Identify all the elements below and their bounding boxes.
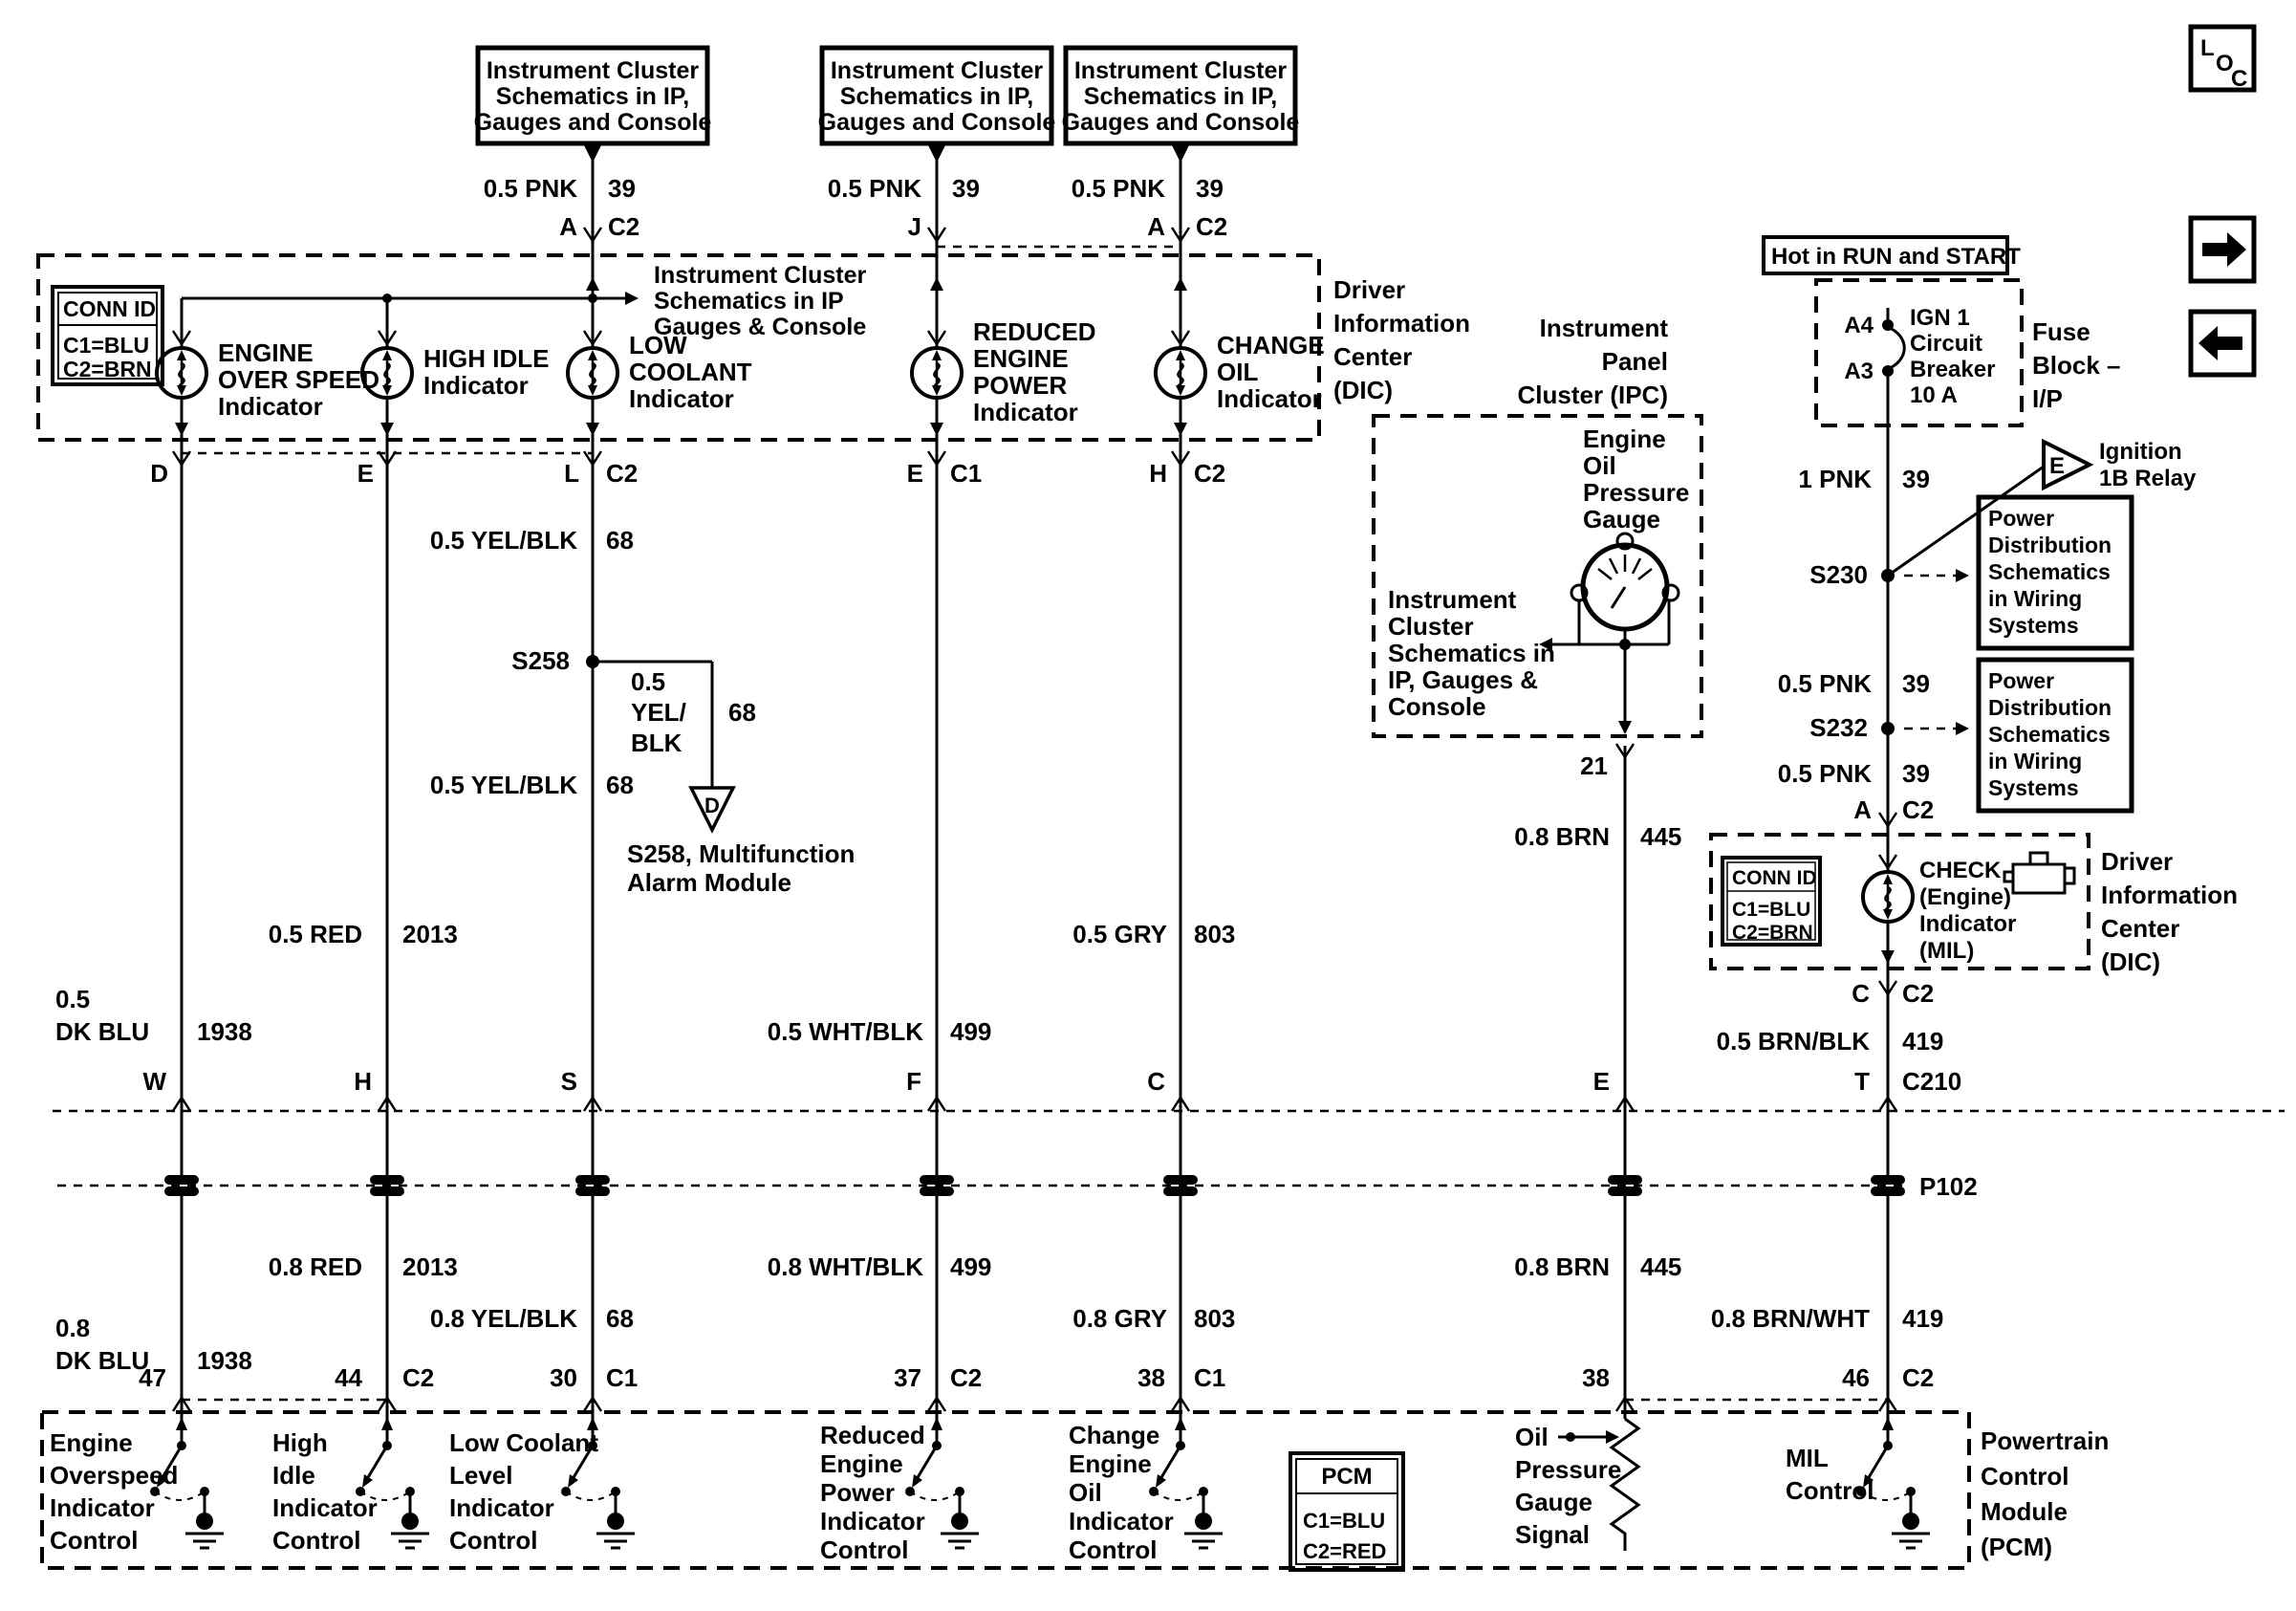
wire-circuit-label: 39 — [608, 174, 636, 203]
breaker-line: 10 A — [1910, 382, 1958, 408]
dic-output-terminals — [150, 451, 1225, 488]
pcm-control-line: Engine — [820, 1449, 903, 1478]
terminal-pin: 38 — [1582, 1363, 1610, 1392]
conn-id-box — [1722, 858, 1820, 945]
fuse-block-title-line: Fuse — [2032, 317, 2090, 346]
conn-id-box — [53, 287, 162, 384]
pcm-control-line: Oil — [1069, 1478, 1102, 1507]
wire-gauge-label: 0.5 WHT/BLK — [767, 1017, 923, 1046]
pd-box-line: Power — [1988, 506, 2055, 531]
terminal-pin: E — [1592, 1067, 1610, 1096]
arrow-right-icon — [625, 292, 639, 305]
pcm-control-line: Control — [272, 1526, 361, 1555]
pcm-title-line: Control — [1981, 1462, 2069, 1491]
wire-gauge-label: 0.5 PNK — [1071, 174, 1165, 203]
wire-gauge-label: 0.8 RED — [268, 1252, 362, 1281]
wire-circuit-label: 68 — [606, 771, 634, 799]
pcm-control-line: Engine — [50, 1428, 133, 1457]
nav-forward-button[interactable] — [2191, 218, 2254, 281]
terminal-pin: 37 — [894, 1363, 921, 1392]
pcm-control-line: Low Coolant — [449, 1428, 598, 1457]
wire-circuit-label: 445 — [1640, 1252, 1682, 1281]
top-reference-boxes — [474, 48, 1300, 163]
lamp-label: (MIL) — [1919, 938, 1975, 964]
wire-circuit-label: 1938 — [197, 1017, 252, 1046]
pcm-mil-line: MIL — [1786, 1444, 1829, 1472]
wire-gauge-label: 0.5 PNK — [827, 174, 921, 203]
breaker-line: Breaker — [1910, 357, 1996, 382]
branch-note-line: S258, Multifunction — [627, 839, 856, 868]
gauge-title-line: Pressure — [1583, 478, 1690, 507]
terminal-pin: C — [1852, 979, 1870, 1008]
pcm-title-line: Module — [1981, 1497, 2068, 1526]
splice-label: S258 — [511, 646, 570, 675]
pcm-control-line: Overspeed — [50, 1461, 179, 1490]
wire-circuit-label: 803 — [1194, 920, 1236, 948]
lamp-label: LOW — [629, 331, 687, 359]
loc-letter: C — [2231, 66, 2248, 92]
pcm-pins — [139, 1363, 1934, 1411]
ipc-note-line: Schematics in — [1388, 639, 1555, 667]
wire-gauge-label: 0.8 BRN/WHT — [1710, 1304, 1870, 1333]
lamp-label: (Engine) — [1919, 884, 2011, 910]
wire-gauge-label: 0.5 GRY — [1072, 920, 1167, 948]
pcm-signal-line: Pressure — [1515, 1455, 1622, 1484]
pcm-control-line: Control — [449, 1526, 538, 1555]
wire-gauge-label: 0.5 PNK — [483, 174, 577, 203]
ipc-note-line: Cluster — [1388, 612, 1474, 641]
ref-box-line: Gauges and Console — [1061, 109, 1300, 136]
indicator-lamp-icon — [1863, 872, 1913, 922]
fuse-pin: A4 — [1844, 313, 1874, 338]
terminal-pin: 38 — [1137, 1363, 1165, 1392]
wire-gauge-label: 1 PNK — [1798, 465, 1872, 493]
lamp-label: POWER — [973, 371, 1068, 400]
wire-circuit-label: 419 — [1902, 1027, 1944, 1056]
terminal-conn: C1 — [1194, 1363, 1226, 1392]
arrow-down-icon — [586, 423, 599, 436]
right-arrow-icon — [2202, 232, 2246, 267]
pcm-control-line: High — [272, 1428, 328, 1457]
ipc-note-line: IP, Gauges & — [1388, 665, 1539, 694]
breaker-line: IGN 1 — [1910, 305, 1970, 331]
terminal-pin: S — [560, 1067, 577, 1096]
wire-gauge-label: 0.8 BRN — [1514, 822, 1610, 851]
dic-title-line: (DIC) — [2101, 947, 2161, 976]
ref-box-line: Instrument Cluster — [486, 57, 700, 84]
wire-gauge-label: 0.8 GRY — [1072, 1304, 1167, 1333]
conn-id-row: C1=BLU — [1303, 1509, 1386, 1533]
dic-title-line: (DIC) — [1333, 376, 1394, 404]
wire-gauge-label: 0.8 — [55, 1314, 91, 1342]
pcm-title-line: (PCM) — [1981, 1533, 2053, 1561]
wire-gauge-label: 0.5 — [55, 985, 91, 1013]
wire-gauge-label: 0.5 BRN/BLK — [1716, 1027, 1870, 1056]
pcm-control-line: Power — [820, 1478, 896, 1507]
terminal-pin: 47 — [139, 1363, 166, 1392]
switch-icon — [356, 1417, 429, 1548]
pcm-control-line: Control — [50, 1526, 139, 1555]
lamp-label: Indicator — [1919, 911, 2017, 937]
engine-icon — [2004, 853, 2074, 893]
terminal-pin: A — [559, 212, 577, 241]
dic-title-line: Center — [2101, 914, 2180, 943]
ref-box-line: Schematics in IP, — [1083, 83, 1278, 110]
wire-gauge-label: DK BLU — [55, 1017, 150, 1046]
pcm-conn-id-box — [1290, 1453, 1403, 1570]
destination-letter: D — [704, 794, 720, 817]
conn-id-row: C2=RED — [1303, 1539, 1387, 1563]
arrow-right-icon — [1606, 1430, 1619, 1444]
pd-box-line: Power — [1988, 668, 2055, 693]
arrow-up-icon — [930, 277, 943, 291]
wire-gauge-label: 0.5 YEL/BLK — [429, 526, 577, 555]
wire-gauge-label: 0.5 — [631, 667, 666, 696]
lamp-label: CHANGE — [1217, 331, 1325, 359]
branch-note-line: Alarm Module — [627, 868, 791, 897]
terminal-conn: C2 — [950, 1363, 983, 1392]
terminal-conn: C1 — [950, 459, 983, 488]
ipc-title-line: Panel — [1601, 347, 1668, 376]
pd-box-line: in Wiring — [1988, 586, 2083, 611]
lamp-label: Indicator — [423, 371, 529, 400]
ref-box-line: Instrument Cluster — [830, 57, 1044, 84]
arrow-down-icon — [1174, 423, 1187, 436]
ref-box-line: Schematics in IP, — [839, 83, 1034, 110]
terminal-pin: 21 — [1580, 751, 1608, 780]
pcm-control-line: Change — [1069, 1421, 1160, 1449]
wire-gauge-label: 0.5 PNK — [1777, 669, 1872, 698]
wire-circuit-label: 2013 — [402, 920, 458, 948]
pcm-control-line: Idle — [272, 1461, 315, 1490]
fuse-block-title-line: I/P — [2032, 384, 2063, 413]
terminal-conn: C2 — [1902, 795, 1935, 824]
wire-gauge-label: 0.8 WHT/BLK — [767, 1252, 923, 1281]
wire-circuit-label: 39 — [952, 174, 980, 203]
arrow-down-icon — [1618, 721, 1632, 734]
top-wire-labels — [484, 174, 1228, 241]
lamp-label: Indicator — [218, 392, 323, 421]
conn-id-title: CONN ID — [1732, 867, 1817, 889]
terminal-pin: H — [1149, 459, 1167, 488]
lamp-label: ENGINE — [218, 338, 314, 367]
indicator-lamp-icon — [1156, 348, 1205, 398]
pcm-control-line: Reduced — [820, 1421, 925, 1449]
ipc-title-line: Cluster (IPC) — [1517, 381, 1668, 409]
conn-id-row: C1=BLU — [63, 333, 150, 358]
connector-label: P102 — [1919, 1172, 1978, 1201]
pd-box-line: Schematics — [1988, 559, 2111, 584]
pd-box-line: in Wiring — [1988, 749, 2083, 773]
gauge-title-line: Oil — [1583, 451, 1616, 480]
wire-circuit-label: 68 — [606, 526, 634, 555]
terminal-pin: 46 — [1842, 1363, 1870, 1392]
power-distribution — [1778, 439, 2197, 826]
lamp-label: OVER SPEED — [218, 365, 380, 394]
wire-circuit-label: 68 — [728, 698, 756, 727]
dic-note-line: Instrument Cluster — [654, 262, 867, 289]
fuse-pin: A3 — [1844, 359, 1874, 384]
pd-box-line: Systems — [1988, 775, 2079, 800]
wire-circuit-label: 39 — [1902, 465, 1930, 493]
ipc-title-line: Instrument — [1539, 314, 1668, 342]
dic-title-line: Center — [1333, 342, 1413, 371]
harness-terminals — [142, 1067, 1961, 1111]
pcm-control-line: Indicator — [1069, 1507, 1174, 1535]
feed-arrow-icon — [1172, 145, 1189, 163]
terminal-conn: C2 — [1902, 979, 1935, 1008]
dic-title-line: Driver — [2101, 847, 2174, 876]
pcm-control-line: Indicator — [820, 1507, 925, 1535]
terminal-conn: C1 — [606, 1363, 639, 1392]
terminal-conn: C210 — [1902, 1067, 1962, 1096]
ref-box-line: Gauges and Console — [473, 109, 712, 136]
feed-arrow-icon — [584, 145, 601, 163]
wire-gauge-label: 0.5 YEL/BLK — [429, 771, 577, 799]
wire-gauge-label: BLK — [631, 729, 682, 757]
loc-letter: L — [2200, 35, 2215, 61]
ipc-contents — [1388, 314, 1689, 780]
wire-circuit-label: 499 — [950, 1017, 992, 1046]
pd-box-line: Distribution — [1988, 533, 2112, 557]
conn-id-row: C1=BLU — [1732, 899, 1811, 921]
oil-pressure-gauge-icon — [1571, 533, 1679, 629]
terminal-conn: C2 — [606, 459, 639, 488]
ref-box-line: Schematics in IP, — [495, 83, 690, 110]
wire-circuit-label: 2013 — [402, 1252, 458, 1281]
wire-gauge-label: YEL/ — [631, 698, 686, 727]
conn-id-row: C2=BRN — [63, 357, 152, 381]
pd-box-line: Schematics — [1988, 722, 2111, 747]
terminal-pin: A — [1853, 795, 1872, 824]
terminal-pin: D — [150, 459, 168, 488]
feed-arrow-icon — [928, 145, 945, 163]
terminal-pin: H — [354, 1067, 372, 1096]
terminal-pin: L — [564, 459, 579, 488]
relay-label-line: Ignition — [2099, 439, 2182, 465]
conn-id-title: PCM — [1321, 1464, 1373, 1490]
dic-title-line: Driver — [1333, 275, 1406, 304]
pcm-contents — [50, 1417, 2109, 1570]
left-arrow-icon — [2199, 326, 2242, 360]
dic-title-line: Information — [1333, 309, 1470, 337]
lamp-label: COOLANT — [629, 358, 752, 386]
fuse-block-title-line: Block – — [2032, 351, 2121, 380]
terminal-pin: J — [907, 212, 921, 241]
terminal-pin: C — [1147, 1067, 1165, 1096]
wire-circuit-label: 39 — [1196, 174, 1224, 203]
terminal-pin: 44 — [335, 1363, 362, 1392]
terminal-pin: A — [1147, 212, 1165, 241]
lamp-label: ENGINE — [973, 344, 1069, 373]
pcm-control-line: Indicator — [272, 1493, 378, 1522]
indicator-lamp-icon — [568, 348, 617, 398]
splice-dot — [586, 655, 599, 668]
lamp-label: Indicator — [1217, 384, 1322, 413]
terminal-conn: C2 — [402, 1363, 435, 1392]
relay-pin: E — [2048, 453, 2066, 479]
pcm-control-line: Indicator — [50, 1493, 155, 1522]
pcm-control-line: Indicator — [449, 1493, 554, 1522]
wire-circuit-label: 419 — [1902, 1304, 1944, 1333]
wire-circuit-label: 445 — [1640, 822, 1682, 851]
dic-title-line: Information — [2101, 881, 2238, 909]
lower-wire-labels — [55, 1252, 1943, 1375]
arrow-right-icon — [1956, 722, 1969, 735]
lamp-label: REDUCED — [973, 317, 1096, 346]
mil-dic-contents — [1717, 847, 2238, 1056]
wire-gauge-label: 0.5 RED — [268, 920, 362, 948]
indicator-lamp-icon — [912, 348, 962, 398]
hot-label: Hot in RUN and START — [1771, 244, 2021, 270]
ipc-note-line: Instrument — [1388, 585, 1517, 614]
arrow-down-icon — [1881, 950, 1895, 964]
relay-label-line: 1B Relay — [2099, 466, 2197, 491]
wire-circuit-label: 1938 — [197, 1346, 252, 1375]
terminal-conn: C2 — [1194, 459, 1226, 488]
arrow-down-icon — [930, 423, 943, 436]
arrow-right-icon — [1956, 569, 1969, 582]
splice-label: S230 — [1809, 560, 1868, 589]
pcm-signal-line: Gauge — [1515, 1488, 1592, 1516]
wire-circuit-label: 68 — [606, 1304, 634, 1333]
ref-box-line: Gauges and Console — [817, 109, 1056, 136]
terminal-pin: E — [357, 459, 374, 488]
splice-label: S232 — [1809, 713, 1868, 742]
lamp-label: CHECK — [1919, 858, 2002, 883]
arrow-up-icon — [1174, 277, 1187, 291]
loc-legend-box — [2191, 27, 2254, 92]
gauge-title-line: Gauge — [1583, 505, 1660, 533]
pd-box-line: Distribution — [1988, 695, 2112, 720]
wire-circuit-label: 39 — [1902, 669, 1930, 698]
gauge-title-line: Engine — [1583, 425, 1666, 453]
wire-circuit-label: 39 — [1902, 759, 1930, 788]
pcm-control-line: Engine — [1069, 1449, 1152, 1478]
terminal-pin: T — [1854, 1067, 1870, 1096]
wire-gauge-label: 0.8 BRN — [1514, 1252, 1610, 1281]
pcm-title-line: Powertrain — [1981, 1426, 2110, 1455]
arrow-down-icon — [175, 423, 188, 436]
conn-id-row: C2=BRN — [1732, 922, 1813, 944]
wire-circuit-label: 803 — [1194, 1304, 1236, 1333]
pcm-mil-line: Control — [1786, 1476, 1874, 1505]
dic-note-line: Schematics in IP — [654, 288, 844, 315]
pcm-signal-line: Oil — [1515, 1423, 1549, 1451]
dic-contents — [53, 262, 1470, 436]
lamp-label: Indicator — [973, 398, 1078, 426]
pcm-control-line: Control — [820, 1535, 909, 1564]
pcm-control-line: Level — [449, 1461, 513, 1490]
ipc-note-line: Console — [1388, 692, 1486, 721]
terminal-conn: C2 — [1902, 1363, 1935, 1392]
pcm-control-line: Control — [1069, 1535, 1158, 1564]
breaker-line: Circuit — [1910, 331, 1983, 357]
pd-box-line: Systems — [1988, 613, 2079, 638]
nav-back-button[interactable] — [2191, 312, 2254, 375]
ref-box-line: Instrument Cluster — [1073, 57, 1288, 84]
terminal-conn: C2 — [608, 212, 640, 241]
wire-gauge-label: DK BLU — [55, 1346, 150, 1375]
wire-gauge-label: 0.8 YEL/BLK — [429, 1304, 577, 1333]
conn-id-title: CONN ID — [63, 296, 157, 321]
lamp-label: Indicator — [629, 384, 734, 413]
lamp-label: OIL — [1217, 358, 1259, 386]
wire-circuit-label: 499 — [950, 1252, 992, 1281]
terminal-pin: W — [142, 1067, 166, 1096]
terminal-pin: 30 — [550, 1363, 577, 1392]
lamp-label: HIGH IDLE — [423, 344, 550, 373]
terminal-pin: E — [906, 459, 923, 488]
arrow-down-icon — [380, 423, 394, 436]
terminal-pin: F — [906, 1067, 921, 1096]
terminal-conn: C2 — [1196, 212, 1228, 241]
pcm-signal-line: Signal — [1515, 1520, 1591, 1549]
arrow-up-icon — [586, 277, 599, 291]
dic-note-line: Gauges & Console — [654, 314, 867, 340]
wire-gauge-label: 0.5 PNK — [1777, 759, 1872, 788]
loc-letter: O — [2216, 51, 2234, 76]
